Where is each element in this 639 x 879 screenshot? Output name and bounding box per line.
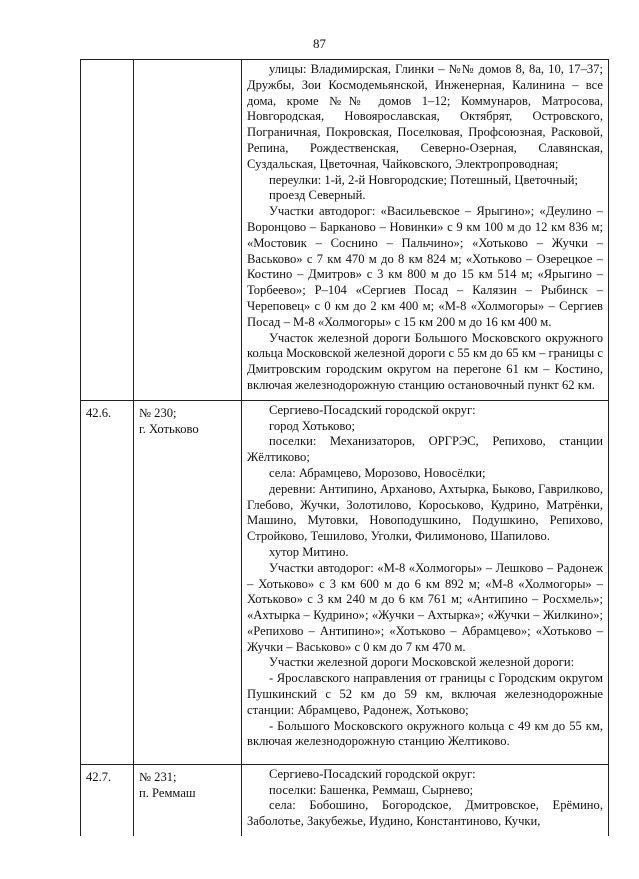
paragraph: Участки железной дороги Московской железной дороги:: [269, 655, 575, 670]
paragraph: Сергиево-Посадский городской округ:: [269, 766, 476, 781]
paragraph: Участки автодорог: «М-8 «Холмогоры» – Лешково – Радонеж – Хотьково» с 3 км 600 м до 6 км 892 м; «М-8 «Холмогоры» – Хотьково» с 3 км 240 м до 6 км 761 м; «Антипино – Росхмель»; «Ахтырка – Кудрино»; «Жучки – Ахтырка»; «Жучки – Жилкино»; «Репихово – Антипино»; «Хотьково – Абрамцево»; «Хотьково – Жучки – Васьково» с 0 км до 7 км 470 м.: [247, 560, 603, 654]
paragraph: села: Абрамцево, Морозово, Новосёлки;: [269, 465, 486, 480]
district-center: п. Реммаш: [139, 785, 196, 800]
paragraph: Участок железной дороги Большого Московского окружного кольца Московской железной дороги с 55 км до 65 км – границы с Дмитровским городским округом на перегоне 61 км – Костино, включая железнодорожную станцию остановочный пункт 62 км.: [247, 330, 603, 392]
paragraph: деревни: Антипино, Арханово, Ахтырка, Быково, Гаврилково, Глебово, Жучки, Золотилово, Короськово, Кудрино, Матрёнки, Машино, Мутовки, Новоподушкино, Подушкино, Репихово, Стройково, Тешилово, Уголки, Филимоново, Шапилово.: [247, 481, 603, 544]
paragraph: поселки: Башенка, Реммаш, Сырнево;: [269, 782, 474, 797]
row-number: 42.6.: [81, 400, 134, 764]
districts-table: [80, 59, 609, 836]
paragraph: проезд Северный.: [269, 188, 366, 203]
paragraph: хутор Митино.: [269, 544, 349, 559]
territory-description: [242, 400, 609, 764]
paragraph: Участки автодорог: «Васильевское – Ярыгино»; «Деулино – Воронцово – Барканово – Новинки» с 9 км 100 м до 12 км 836 м; «Мостовик – Соснино – Пальчино»; «Хотьково – Жучки – Васьково» с 7 км 470 м до 8 км 824 м; «Хотьково – Озерецкое – Костино – Дмитров» с 3 км 800 м до 15 км 514 м; «Ярыгино – Торбеево»; Р–104 «Сергиев Посад – Калязин – Рыбинск – Череповец» с 0 км до 2 км 400 м; «М-8 «Холмогоры» – Сергиев Посад – М-8 «Холмогоры» с 15 км 200 м до 16 км 400 м.: [247, 204, 603, 329]
paragraph: город Хотьково;: [269, 418, 356, 433]
row-number: 42.7.: [81, 764, 134, 836]
district-number: № 231;: [139, 769, 177, 784]
page-number: 87: [313, 36, 326, 51]
row-number: [81, 60, 134, 401]
paragraph: переулки: 1-й, 2-й Новгородские; Потешный, Цветочный;: [269, 172, 579, 187]
paragraph: - Ярославского направления от границы с Городским округом Пушкинский с 52 км до 59 км, включая железнодорожные станции: Абрамцево, Радонеж, Хотьково;: [247, 671, 603, 717]
territory-description: [242, 764, 609, 836]
territory-description: [242, 60, 609, 401]
district-cell: [134, 764, 242, 836]
district-cell: [134, 60, 242, 401]
paragraph: села: Бобошино, Богородское, Дмитровское, Ерёмино, Заболотье, Закубежье, Иудино, Константиново, Кучки,: [247, 798, 603, 829]
district-cell: [134, 400, 242, 764]
district-number: № 230;: [139, 405, 177, 420]
district-center: г. Хотьково: [139, 421, 199, 436]
table-row: [81, 400, 609, 764]
paragraph: улицы: Владимирская, Глинки – №№ домов 8, 8а, 10, 17–37; Дружбы, Зои Космодемьянской, Инженерная, Калинина – все дома, кроме №№ домов 1–12; Коммунаров, Матросова, Новгородская, Новоярославская, Октябрят, Островского, Пограничная, Покровская, Поселковая, Профсоюзная, Расковой, Репина, Рождественская, Северно-Озерная, Славянская, Суздальская, Цветочная, Чайковского, Электропроводная;: [247, 62, 603, 171]
table-row: [81, 60, 609, 401]
paragraph: - Большого Московского окружного кольца с 49 км до 55 км, включая железнодорожную станцию Желтиково.: [247, 718, 603, 749]
paragraph: поселки: Механизаторов, ОРГРЭС, Репихово, станции Жёлтиково;: [247, 434, 603, 465]
table-row: [81, 764, 609, 836]
paragraph: Сергиево-Посадский городской округ:: [269, 402, 476, 417]
